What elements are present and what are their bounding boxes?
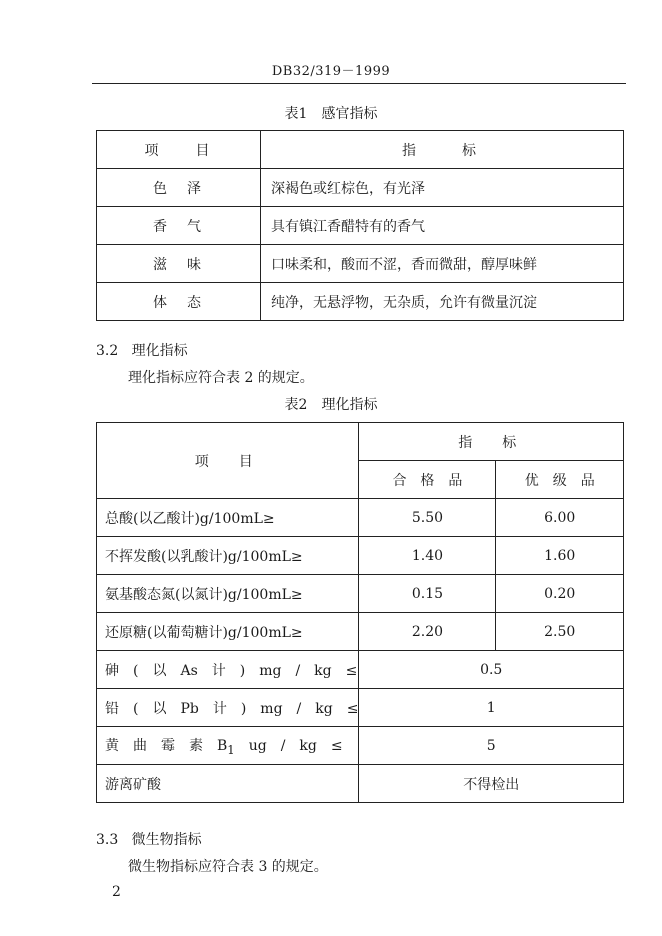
section-number: 3.3 [96,832,119,848]
section-3-2-text: 理化指标应符合表 2 的规定。 [128,370,314,386]
row-qualified: 2.20 [359,613,496,651]
header-spec: 指 标 [359,423,624,461]
section-3-3-heading [96,829,202,849]
header-item: 项 目 [97,131,261,169]
row-item: 砷 ( 以 As 计 ) mg / kg ≤ [97,651,359,689]
page-number: 2 [112,884,121,900]
physicochemical-table [96,422,624,803]
table-row [97,169,624,207]
table-row [97,689,624,727]
section-number: 3.2 [96,343,119,359]
sensory-table [96,130,624,321]
header-qualified: 合 格 品 [359,461,496,499]
row-item-subscript: 1 [227,742,235,757]
row-item: 总酸(以乙酸计)g/100mL≥ [97,499,359,537]
header-rule [92,83,626,84]
row-spec: 具有镇江香醋特有的香气 [261,207,624,245]
row-superior: 0.20 [496,575,624,613]
row-superior: 1.60 [496,537,624,575]
section-3-3-text: 微生物指标应符合表 3 的规定。 [128,859,328,875]
table-row [97,245,624,283]
section-title: 理化指标 [131,343,188,359]
row-qualified: 0.15 [359,575,496,613]
table-row [97,283,624,321]
table-row [97,537,624,575]
row-superior: 6.00 [496,499,624,537]
row-qualified: 1.40 [359,537,496,575]
table-header-row [97,423,624,461]
row-qualified: 5.50 [359,499,496,537]
row-item: 色 泽 [97,169,261,207]
row-superior: 2.50 [496,613,624,651]
header-superior: 优 级 品 [496,461,624,499]
row-item: 氨基酸态氮(以氮计)g/100mL≥ [97,575,359,613]
table-row [97,499,624,537]
header-item: 项 目 [97,423,359,499]
row-value: 5 [359,727,624,765]
row-item: 铅 ( 以 Pb 计 ) mg / kg ≤ [97,689,359,727]
table-row [97,613,624,651]
row-item: 不挥发酸(以乳酸计)g/100mL≥ [97,537,359,575]
row-item-main: 黄 曲 霉 素 B [105,737,228,754]
table2-caption: 表2 理化指标 [284,397,378,413]
row-item-tail: ug / kg ≤ [234,737,343,754]
table1-caption: 表1 感官指标 [284,106,378,122]
section-title: 微生物指标 [131,832,202,848]
header-spec: 指 标 [261,131,624,169]
row-value: 不得检出 [359,765,624,803]
table-row [97,765,624,803]
section-3-2-heading [96,340,188,360]
row-value: 1 [359,689,624,727]
table-row [97,727,624,765]
row-spec: 口味柔和，酸而不涩，香而微甜，醇厚味鲜 [261,245,624,283]
row-item: 游离矿酸 [97,765,359,803]
row-item: 滋 味 [97,245,261,283]
row-item [97,727,359,765]
row-value: 0.5 [359,651,624,689]
row-item: 体 态 [97,283,261,321]
row-item: 还原糖(以葡萄糖计)g/100mL≥ [97,613,359,651]
table-row [97,575,624,613]
table-row [97,651,624,689]
row-spec: 深褐色或红棕色，有光泽 [261,169,624,207]
row-item: 香 气 [97,207,261,245]
table-row [97,207,624,245]
standard-code-header: DB32/319－1999 [271,64,391,79]
row-spec: 纯净，无悬浮物，无杂质，允许有微量沉淀 [261,283,624,321]
table-header-row [97,131,624,169]
